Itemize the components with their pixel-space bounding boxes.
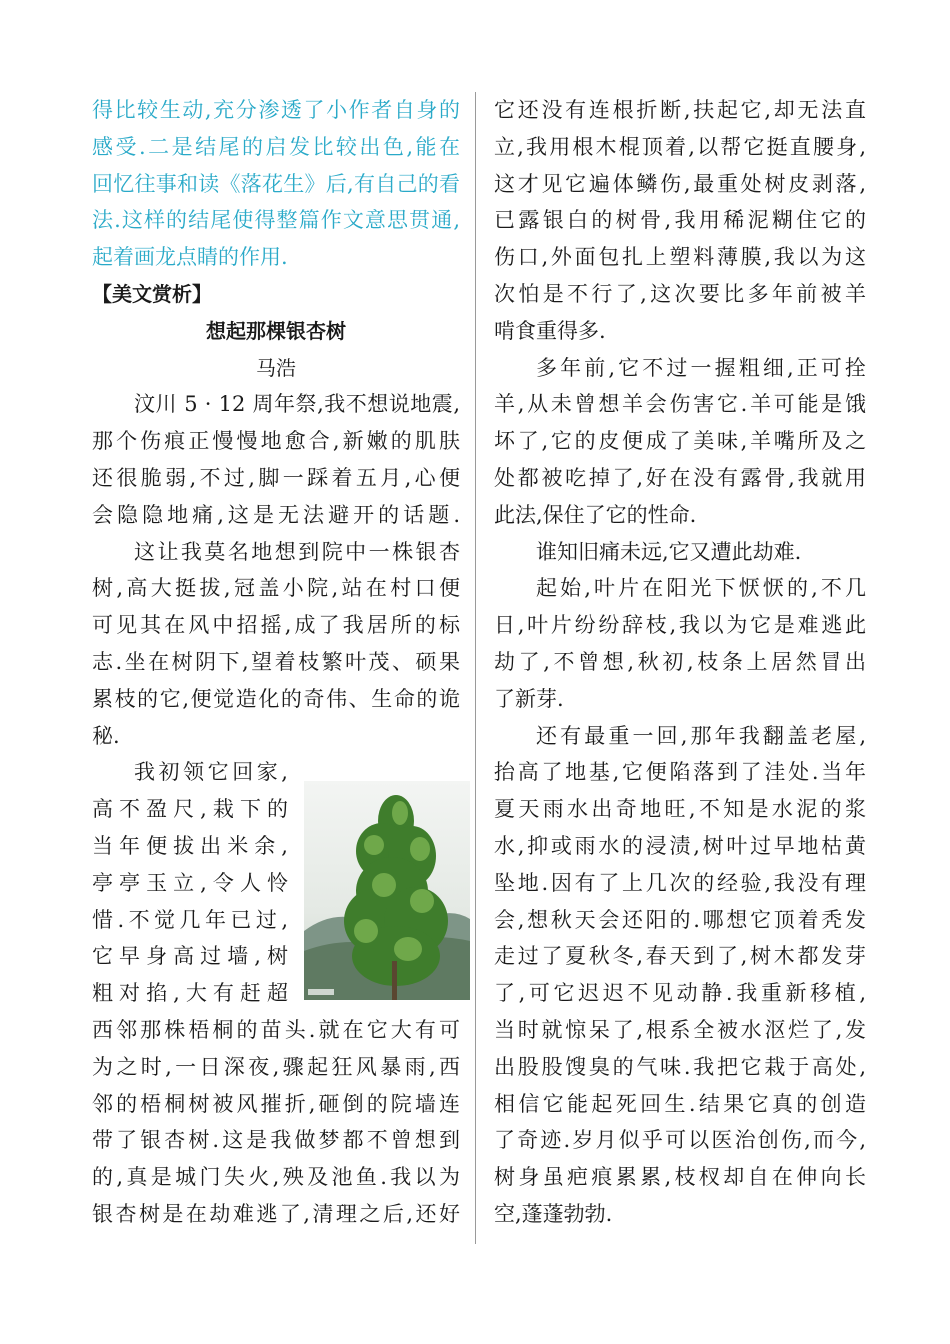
paragraph-line: 了,可它迟迟不见动静.我重新移植, bbox=[494, 981, 866, 1006]
paragraph-line: 这让我莫名地想到院中一株银杏 bbox=[134, 539, 460, 564]
paragraph-line: 伤口,外面包扎上塑料薄膜,我以为这 bbox=[494, 245, 866, 270]
paragraph-line: 会,想秋天会还阳的.哪想它顶着秃发 bbox=[494, 907, 866, 932]
paragraph-line: 此法,保住了它的性命. bbox=[494, 502, 697, 527]
paragraph-line: 羊,从未曾想羊会伤害它.羊可能是饿 bbox=[494, 392, 866, 417]
paragraph-line: 处都被吃掉了,好在没有露骨,我就用 bbox=[494, 465, 866, 490]
left-column bbox=[92, 92, 460, 1233]
paragraph-line: 的,真是城门失火,殃及池鱼.我以为 bbox=[92, 1165, 460, 1190]
paragraph bbox=[494, 350, 866, 534]
paragraph-line: 次怕是不行了,这次要比多年前被羊 bbox=[494, 281, 866, 306]
paragraph-line: 那个伤痕正慢慢地愈合,新嫩的肌肤 bbox=[92, 429, 460, 454]
paragraph-line: 水,抑或雨水的浸渍,树叶过早地枯黄 bbox=[494, 833, 866, 858]
paragraph-line: 它早身高过墙,树 bbox=[92, 944, 288, 969]
commentary-line: 感受.二是结尾的启发比较出色,能在 bbox=[92, 134, 460, 159]
paragraph-line: 这才见它遍体鳞伤,最重处树皮剥落, bbox=[494, 171, 866, 196]
paragraph-line: 会隐隐地痛,这是无法避开的话题. bbox=[92, 502, 460, 527]
paragraph-line: 惜.不觉几年已过, bbox=[92, 907, 288, 932]
paragraph bbox=[494, 718, 866, 1233]
paragraph-line: 劫了,不曾想,秋初,枝条上居然冒出 bbox=[494, 649, 866, 674]
commentary-line: 得比较生动,充分渗透了小作者自身的 bbox=[92, 98, 460, 122]
section-heading: 【美文赏析】 bbox=[92, 281, 212, 306]
commentary-line: 法.这样的结尾使得整篇作文意思贯通, bbox=[92, 208, 460, 233]
paragraph-line: 日,叶片纷纷辞枝,我以为它是难逃此 bbox=[494, 613, 866, 638]
paragraph-line: 为之时,一日深夜,骤起狂风暴雨,西 bbox=[92, 1054, 460, 1079]
paragraph-line: 粗对掐,大有赶超 bbox=[92, 981, 288, 1006]
paragraph-line: 已露银白的树骨,我用稀泥糊住它的 bbox=[494, 208, 866, 233]
paragraph-line: 啃食重得多. bbox=[494, 318, 606, 343]
paragraph-line: 坠地.因有了上几次的经验,我没有理 bbox=[494, 870, 866, 895]
paragraph-line: 当年便拔出米余, bbox=[92, 833, 288, 858]
paragraph-line: 带了银杏树.这是我做梦都不曾想到 bbox=[92, 1128, 460, 1153]
commentary-line: 回忆往事和读《落花生》后,有自己的看 bbox=[92, 171, 460, 196]
paragraph-1 bbox=[92, 386, 460, 533]
paragraph-line: 可见其在风中招摇,成了我居所的标 bbox=[92, 613, 460, 638]
paragraph-line: 志.坐在树阴下,望着枝繁叶茂、硕果 bbox=[92, 649, 460, 674]
paragraph-line: 谁知旧痛未远,它又遭此劫难. bbox=[536, 539, 802, 564]
paragraph-line: 当时就惊呆了,根系全被水沤烂了,发 bbox=[494, 1017, 866, 1042]
paragraph-line: 银杏树是在劫难逃了,清理之后,还好 bbox=[92, 1201, 460, 1226]
paragraph-line: 了奇迹.岁月似乎可以医治创伤,而今, bbox=[494, 1128, 866, 1153]
paragraph-line: 我初领它回家, bbox=[134, 760, 288, 785]
paragraph-line: 树,高大挺拔,冠盖小院,站在村口便 bbox=[92, 576, 460, 601]
paragraph-line: 夏天雨水出奇地旺,不知是水泥的浆 bbox=[494, 797, 866, 822]
paragraph-line: 出股股馊臭的气味.我把它栽于高处, bbox=[494, 1054, 866, 1079]
paragraph bbox=[494, 92, 866, 350]
commentary bbox=[92, 92, 460, 276]
paragraph-line: 起始,叶片在阳光下恹恹的,不几 bbox=[536, 576, 866, 601]
article-title: 想起那棵银杏树 bbox=[206, 318, 346, 343]
paragraph-line: 秘. bbox=[92, 723, 120, 748]
paragraph-line: 了新芽. bbox=[494, 686, 564, 711]
paragraph-line: 立,我用根木棍顶着,以帮它挺直腰身, bbox=[494, 134, 866, 159]
paragraph-line: 西邻那株梧桐的苗头.就在它大有可 bbox=[92, 1017, 460, 1042]
paragraph bbox=[494, 534, 866, 571]
ginkgo-tree-photo bbox=[304, 781, 470, 1000]
paragraph-line: 空,蓬蓬勃勃. bbox=[494, 1201, 613, 1226]
author-name: 马浩 bbox=[256, 355, 296, 380]
paragraph-line: 相信它能起死回生.结果它真的创造 bbox=[494, 1091, 866, 1116]
paragraph-line: 树身虽疤痕累累,枝杈却自在伸向长 bbox=[494, 1165, 866, 1190]
paragraph-line: 它还没有连根折断,扶起它,却无法直 bbox=[494, 98, 866, 122]
paragraph-line: 多年前,它不过一握粗细,正可拴 bbox=[536, 355, 866, 380]
paragraph bbox=[494, 570, 866, 717]
paragraph-line: 走过了夏秋冬,春天到了,树木都发芽 bbox=[494, 944, 866, 969]
paragraph-line: 抬高了地基,它便陷落到了洼处.当年 bbox=[494, 760, 866, 785]
paragraph-line: 还很脆弱,不过,脚一踩着五月,心便 bbox=[92, 465, 460, 490]
right-column bbox=[494, 92, 866, 1233]
paragraph-line: 邻的梧桐树被风摧折,砸倒的院墙连 bbox=[92, 1091, 460, 1116]
paragraph-line: 高不盈尺,栽下的 bbox=[92, 797, 288, 822]
paragraph-line: 汶川 5 · 12 周年祭,我不想说地震, bbox=[134, 392, 460, 417]
paragraph-line: 坏了,它的皮便成了美味,羊嘴所及之 bbox=[494, 429, 866, 454]
paragraph-line: 亭亭玉立,令人怜 bbox=[92, 870, 288, 895]
paragraph-2 bbox=[92, 534, 460, 755]
commentary-line: 起着画龙点睛的作用. bbox=[92, 245, 288, 270]
paragraph-line: 累枝的它,便觉造化的奇伟、生命的诡 bbox=[92, 686, 460, 711]
paragraph-line: 还有最重一回,那年我翻盖老屋, bbox=[536, 723, 866, 748]
column-divider bbox=[475, 92, 476, 1244]
